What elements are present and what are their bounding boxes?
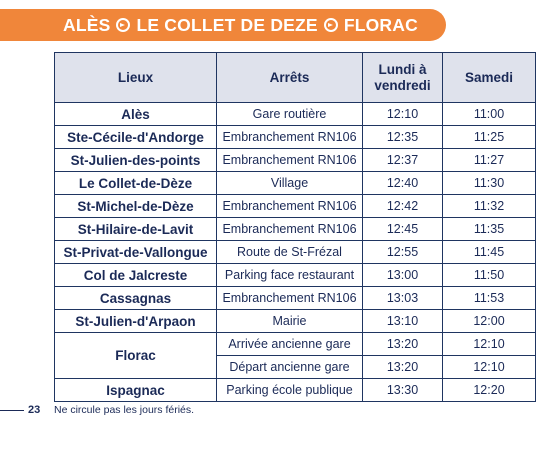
- cell-lieu: Cassagnas: [55, 287, 217, 310]
- table-row: [55, 126, 536, 149]
- cell-samedi: 12:10: [443, 356, 536, 379]
- cell-lieu: Ispagnac: [55, 379, 217, 402]
- footer-note: Ne circule pas les jours fériés.: [54, 404, 195, 416]
- table-row: [55, 195, 536, 218]
- timetable: [54, 52, 536, 402]
- cell-arret: Embranchement RN106: [217, 287, 363, 310]
- cell-samedi: 11:00: [443, 103, 536, 126]
- cell-lundi-vendredi: 13:10: [363, 310, 443, 333]
- cell-samedi: 11:53: [443, 287, 536, 310]
- cell-arret: Parking école publique: [217, 379, 363, 402]
- cell-lundi-vendredi: 12:45: [363, 218, 443, 241]
- cell-arret: Arrivée ancienne gare: [217, 333, 363, 356]
- arrow-right-circle-icon: [324, 18, 338, 32]
- table-row: [55, 264, 536, 287]
- cell-lundi-vendredi: 13:03: [363, 287, 443, 310]
- page-number: 23: [28, 404, 41, 416]
- cell-lieu: Le Collet-de-Dèze: [55, 172, 217, 195]
- cell-arret: Village: [217, 172, 363, 195]
- route-banner: [0, 9, 446, 41]
- table-row: [55, 149, 536, 172]
- cell-lundi-vendredi: 12:37: [363, 149, 443, 172]
- header-row: [55, 53, 536, 103]
- footer: [0, 404, 194, 416]
- cell-lundi-vendredi: 12:40: [363, 172, 443, 195]
- arrow-right-circle-icon: [116, 18, 130, 32]
- cell-arret: Mairie: [217, 310, 363, 333]
- cell-lundi-vendredi: 13:30: [363, 379, 443, 402]
- cell-lieu: St-Michel-de-Dèze: [55, 195, 217, 218]
- route-stop-florac: FLORAC: [343, 14, 418, 35]
- cell-lieu: St-Hilaire-de-Lavit: [55, 218, 217, 241]
- cell-lieu: St-Privat-de-Vallongue: [55, 241, 217, 264]
- table-row: [55, 333, 536, 356]
- cell-samedi: 12:20: [443, 379, 536, 402]
- timetable-table: [54, 52, 536, 402]
- cell-arret: Gare routière: [217, 103, 363, 126]
- table-row: [55, 241, 536, 264]
- cell-lundi-vendredi: 12:35: [363, 126, 443, 149]
- cell-lundi-vendredi: 12:42: [363, 195, 443, 218]
- cell-samedi: 11:45: [443, 241, 536, 264]
- cell-samedi: 11:50: [443, 264, 536, 287]
- table-row: [55, 379, 536, 402]
- footer-rule: [0, 410, 24, 411]
- header-lundi-vendredi: Lundi à vendredi: [363, 53, 443, 103]
- table-row: [55, 103, 536, 126]
- cell-lieu: Alès: [55, 103, 217, 126]
- cell-lundi-vendredi: 12:10: [363, 103, 443, 126]
- header-lieux: Lieux: [55, 53, 217, 103]
- cell-arret: Embranchement RN106: [217, 126, 363, 149]
- table-row: [55, 218, 536, 241]
- cell-samedi: 11:27: [443, 149, 536, 172]
- cell-arret: Route de St-Frézal: [217, 241, 363, 264]
- cell-lieu: Florac: [55, 333, 217, 379]
- header-arrets: Arrêts: [217, 53, 363, 103]
- route-stop-ales: ALÈS: [63, 14, 111, 35]
- cell-lundi-vendredi: 12:55: [363, 241, 443, 264]
- cell-lundi-vendredi: 13:00: [363, 264, 443, 287]
- cell-lieu: Col de Jalcreste: [55, 264, 217, 287]
- cell-samedi: 11:30: [443, 172, 536, 195]
- cell-lieu: Ste-Cécile-d'Andorge: [55, 126, 217, 149]
- cell-arret: Départ ancienne gare: [217, 356, 363, 379]
- cell-samedi: 12:10: [443, 333, 536, 356]
- table-row: [55, 172, 536, 195]
- route-stop-collet-de-deze: LE COLLET DE DEZE: [136, 14, 318, 35]
- cell-arret: Embranchement RN106: [217, 195, 363, 218]
- table-row: [55, 287, 536, 310]
- cell-samedi: 12:00: [443, 310, 536, 333]
- cell-lundi-vendredi: 13:20: [363, 356, 443, 379]
- cell-arret: Parking face restaurant: [217, 264, 363, 287]
- cell-lieu: St-Julien-des-points: [55, 149, 217, 172]
- cell-arret: Embranchement RN106: [217, 149, 363, 172]
- cell-arret: Embranchement RN106: [217, 218, 363, 241]
- cell-samedi: 11:35: [443, 218, 536, 241]
- cell-lieu: St-Julien-d'Arpaon: [55, 310, 217, 333]
- cell-samedi: 11:25: [443, 126, 536, 149]
- header-samedi: Samedi: [443, 53, 536, 103]
- cell-samedi: 11:32: [443, 195, 536, 218]
- table-row: [55, 310, 536, 333]
- cell-lundi-vendredi: 13:20: [363, 333, 443, 356]
